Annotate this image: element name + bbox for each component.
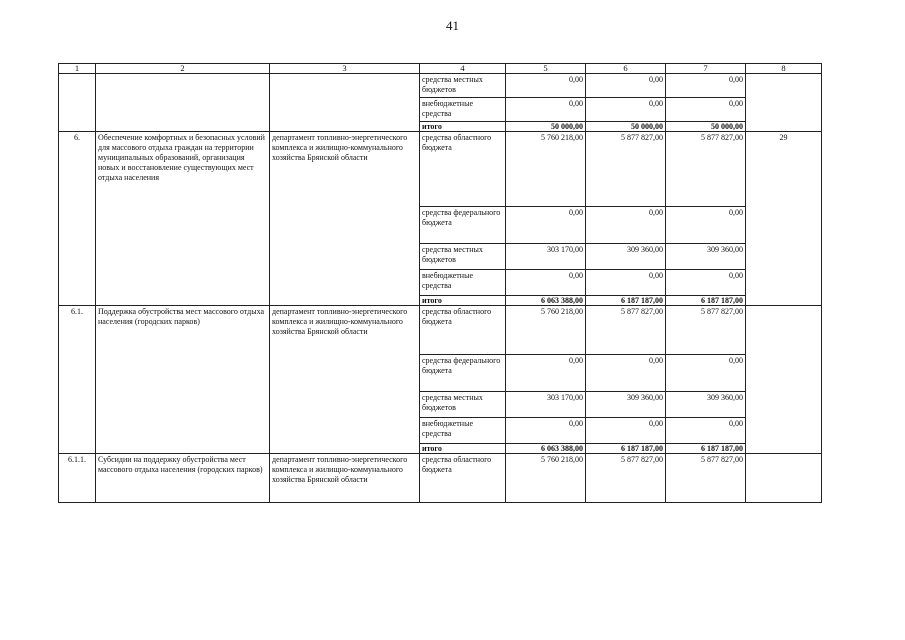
value-cell: 309 360,00 [666,244,746,270]
item-name-cell: Поддержка обустройства мест массового отдыха населения (городских парков) [96,306,270,454]
value-cell: 309 360,00 [666,392,746,418]
column-header: 1 [59,64,96,74]
funding-source: внебюджетные средства [420,98,506,122]
value-cell: 0,00 [506,74,586,98]
value-cell: 0,00 [666,207,746,244]
item-executor-cell: департамент топливно-энергетического комплекса и жилищно-коммунального хозяйства Брянской области [270,306,420,454]
total-value: 6 187 187,00 [666,296,746,306]
item-name-cell: Субсидии на поддержку обустройства мест массового отдыха населения (городских парков) [96,454,270,503]
column-header: 5 [506,64,586,74]
column-number-row [59,64,822,74]
value-cell: 5 877 827,00 [666,306,746,355]
value-cell: 303 170,00 [506,392,586,418]
total-label: итого [420,122,506,132]
value-cell: 0,00 [586,98,666,122]
value-cell: 0,00 [506,98,586,122]
value-cell: 0,00 [666,355,746,392]
value-cell: 0,00 [666,74,746,98]
funding-source: средства федерального бюджета [420,355,506,392]
value-cell: 5 760 218,00 [506,306,586,355]
item-name-cell [96,74,270,132]
total-value: 6 187 187,00 [666,444,746,454]
total-value: 50 000,00 [666,122,746,132]
table-row [59,454,822,503]
item-number-cell [59,74,96,132]
funding-source: средства областного бюджета [420,132,506,207]
col8-cell [746,454,822,503]
total-label: итого [420,296,506,306]
item-number-cell: 6.1.1. [59,454,96,503]
table-row [59,132,822,207]
value-cell: 0,00 [506,355,586,392]
item-executor-cell [270,74,420,132]
column-header: 8 [746,64,822,74]
value-cell: 0,00 [586,74,666,98]
value-cell: 0,00 [586,207,666,244]
value-cell: 5 877 827,00 [666,454,746,503]
value-cell: 309 360,00 [586,244,666,270]
total-value: 50 000,00 [586,122,666,132]
budget-table [58,63,822,503]
table-row [59,306,822,355]
value-cell: 0,00 [506,207,586,244]
table-row [59,74,822,98]
value-cell: 0,00 [506,270,586,296]
funding-source: средства федерального бюджета [420,207,506,244]
value-cell: 309 360,00 [586,392,666,418]
page-number: 41 [446,18,459,33]
item-number-cell: 6.1. [59,306,96,454]
value-cell: 0,00 [666,98,746,122]
column-header: 2 [96,64,270,74]
funding-source: средства местных бюджетов [420,244,506,270]
col8-cell [746,74,822,132]
total-label: итого [420,444,506,454]
col8-cell [746,306,822,454]
total-value: 6 063 388,00 [506,444,586,454]
column-header: 4 [420,64,506,74]
value-cell: 0,00 [666,418,746,444]
total-value: 6 063 388,00 [506,296,586,306]
value-cell: 0,00 [586,355,666,392]
funding-source: внебюджетные средства [420,270,506,296]
value-cell: 0,00 [586,270,666,296]
col8-cell: 29 [746,132,822,306]
item-executor-cell: департамент топливно-энергетического комплекса и жилищно-коммунального хозяйства Брянской области [270,132,420,306]
funding-source: средства областного бюджета [420,306,506,355]
funding-source: средства местных бюджетов [420,392,506,418]
value-cell: 5 877 827,00 [666,132,746,207]
value-cell: 303 170,00 [506,244,586,270]
value-cell: 0,00 [506,418,586,444]
value-cell: 5 877 827,00 [586,306,666,355]
funding-source: средства областного бюджета [420,454,506,503]
total-value: 6 187 187,00 [586,296,666,306]
column-header: 7 [666,64,746,74]
funding-source: средства местных бюджетов [420,74,506,98]
total-value: 6 187 187,00 [586,444,666,454]
value-cell: 0,00 [666,270,746,296]
value-cell: 5 760 218,00 [506,454,586,503]
value-cell: 5 760 218,00 [506,132,586,207]
funding-source: внебюджетные средства [420,418,506,444]
item-executor-cell: департамент топливно-энергетического комплекса и жилищно-коммунального хозяйства Брянской области [270,454,420,503]
item-name-cell: Обеспечение комфортных и безопасных условий для массового отдыха граждан на территории муниципальных образований, организация новых и восстановление существующих мест отдыха населения [96,132,270,306]
value-cell: 0,00 [586,418,666,444]
value-cell: 5 877 827,00 [586,454,666,503]
column-header: 3 [270,64,420,74]
total-value: 50 000,00 [506,122,586,132]
item-number-cell: 6. [59,132,96,306]
column-header: 6 [586,64,666,74]
value-cell: 5 877 827,00 [586,132,666,207]
